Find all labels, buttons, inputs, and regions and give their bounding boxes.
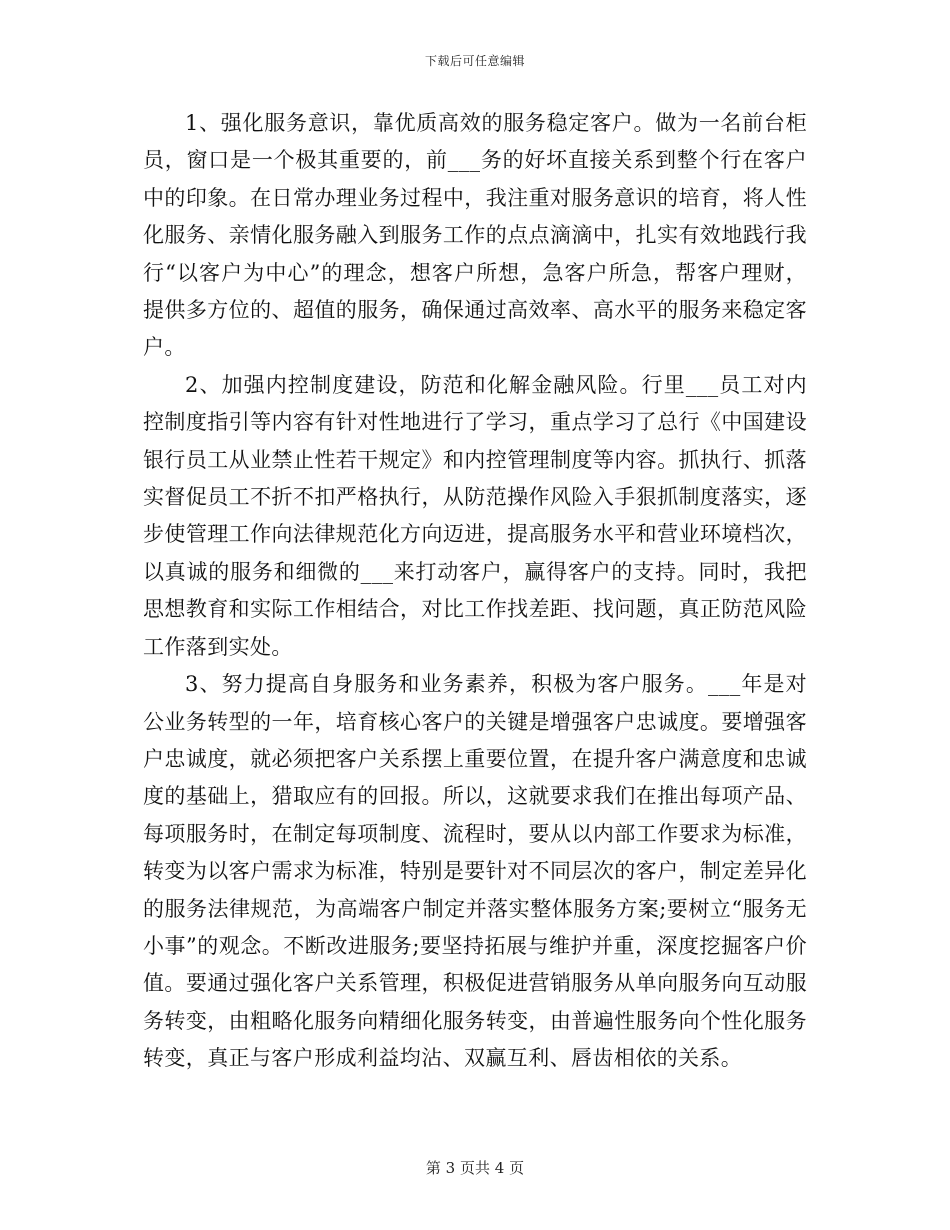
page-header: 下载后可任意编辑 bbox=[424, 54, 525, 68]
document-body bbox=[143, 105, 807, 1078]
paragraph-1: 1、强化服务意识，靠优质高效的服务稳定客户。做为一名前台柜员，窗口是一个极其重要的，前___务的好坏直接关系到整个行在客户中的印象。在日常办理业务过程中，我注重对服务意识的培育，将人性化服务、亲情化服务融入到服务工作的点点滴滴中，扎实有效地践行我行“以客户为中心”的理念，想客户所想，急客户所急，帮客户理财，提供多方位的、超值的服务，确保通过高效率、高水平的服务来稳定客户。 bbox=[143, 111, 807, 360]
page-number: 第 3 页共 4 页 bbox=[425, 1159, 525, 1177]
paragraph-3: 3、努力提高自身服务和业务素养，积极为客户服务。___年是对公业务转型的一年，培育核心客户的关键是增强客户忠诚度。要增强客户忠诚度，就必须把客户关系摆上重要位置，在提升客户满意度和忠诚度的基础上，猎取应有的回报。所以，这就要求我们在推出每项产品、每项服务时，在制定每项制度、流程时，要从以内部工作要求为标准，转变为以客户需求为标准，特别是要针对不同层次的客户，制定差异化的服务法律规范，为高端客户制定并落实整体服务方案;要树立“服务无小事”的观念。不断改进服务;要坚持拓展与维护并重，深度挖掘客户价值。要通过强化客户关系管理，积极促进营销服务从单向服务向互动服务转变，由粗略化服务向精细化服务转变，由普遍性服务向个性化服务转变，真正与客户形成利益均沾、双赢互利、唇齿相依的关系。 bbox=[143, 672, 807, 1071]
paragraph-2: 2、加强内控制度建设，防范和化解金融风险。行里___员工对内控制度指引等内容有针对性地进行了学习，重点学习了总行《中国建设银行员工从业禁止性若干规定》和内控管理制度等内容。抓执行、抓落实督促员工不折不扣严格执行，从防范操作风险入手狠抓制度落实，逐步使管理工作向法律规范化方向迈进，提高服务水平和营业环境档次，以真诚的服务和细微的___来打动客户，赢得客户的支持。同时，我把思想教育和实际工作相结合，对比工作找差距、找问题，真正防范风险工作落到实处。 bbox=[143, 372, 807, 659]
